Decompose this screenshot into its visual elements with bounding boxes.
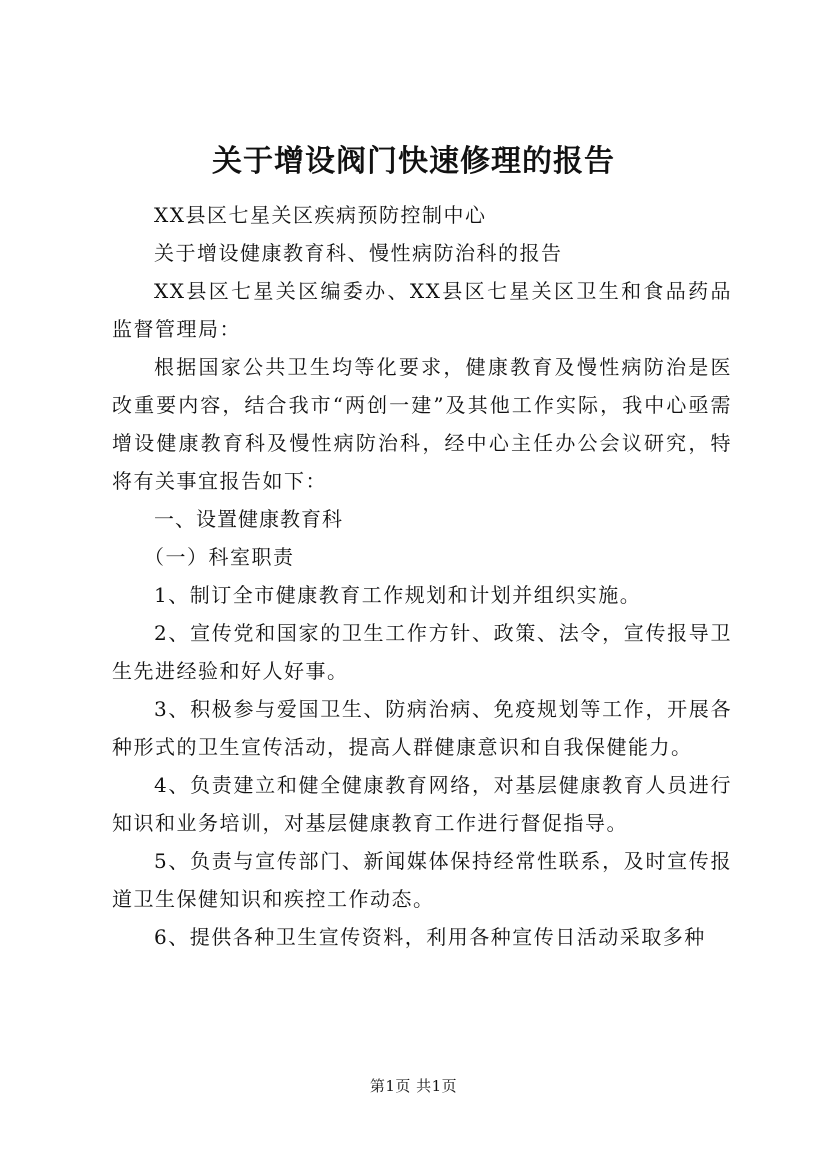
duty-item-6: 6、提供各种卫生宣传资料，利用各种宣传日活动采取多种 — [154, 925, 706, 949]
duty-item-5: 5、负责与宣传部门、新闻媒体保持经常性联系，及时宣传报道卫生保健知识和疾控工作动态。 — [112, 849, 732, 911]
paragraph-organization: XX县区七星关区疾病预防控制中心 — [154, 203, 487, 227]
duty-item-4: 4、负责建立和健全健康教育网络，对基层健康教育人员进行知识和业务培训，对基层健康教育工作进行督促指导。 — [112, 773, 732, 835]
document-title: 关于增设阀门快速修理的报告 — [212, 144, 615, 179]
duty-item-1: 1、制订全市健康教育工作规划和计划并组织实施。 — [154, 583, 642, 607]
paragraph-introduction: 根据国家公共卫生均等化要求，健康教育及慢性病防治是医改重要内容，结合我市“两创一建”及其他工作实际，我中心亟需增设健康教育科及慢性病防治科，经中心主任办公会议研究，特将有关事宜报告如下： — [112, 355, 732, 493]
document-body — [112, 196, 732, 956]
page-footer: 第1页 共1页 — [369, 1077, 458, 1095]
duty-item-3: 3、积极参与爱国卫生、防病治病、免疫规划等工作，开展各种形式的卫生宣传活动，提高人群健康意识和自我保健能力。 — [112, 697, 732, 759]
section-heading: 一、设置健康教育科 — [154, 507, 343, 531]
paragraph-report-subject: 关于增设健康教育科、慢性病防治科的报告 — [154, 241, 563, 265]
subsection-heading: （一）科室职责 — [144, 545, 295, 569]
paragraph-recipients: XX县区七星关区编委办、XX县区七星关区卫生和食品药品监督管理局： — [112, 279, 732, 341]
duty-item-2: 2、宣传党和国家的卫生工作方针、政策、法令，宣传报导卫生先进经验和好人好事。 — [112, 621, 732, 683]
